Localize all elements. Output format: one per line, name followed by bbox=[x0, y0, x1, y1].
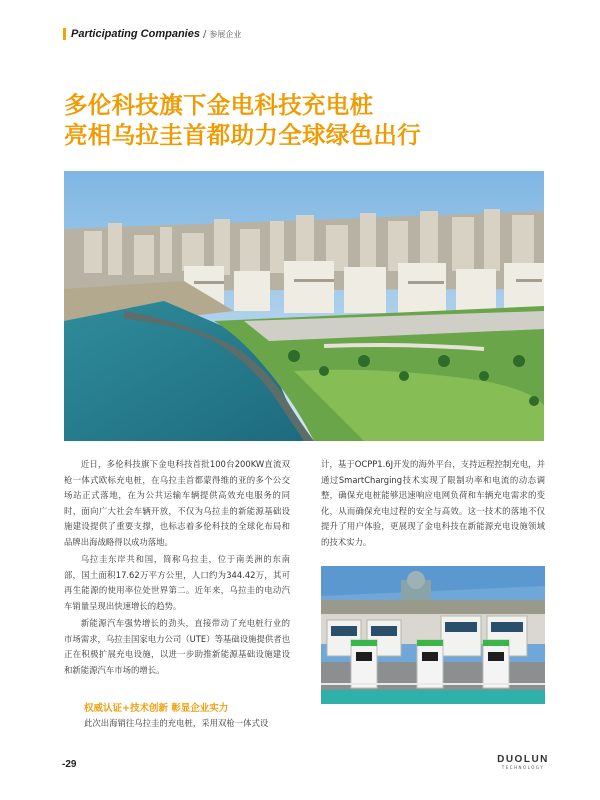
section-header-en: Participating Companies bbox=[71, 28, 200, 40]
text-column-left bbox=[64, 457, 290, 680]
paragraph-technology: 计，基于OCPP1.6J开发的海外平台，支持远程控制充电，并通过SmartCharging技术实现了限制功率和电流的动态调整，确保充电桩能够迅速响应电网负荷和车辆充电需求的变化，从而确保充电过程的安全与高效。这一技术的落地不仅提升了用户体验，更展现了金电科技在新能源充电设施领域的技术实力。 bbox=[321, 459, 545, 547]
hero-photo-city-aerial bbox=[64, 171, 544, 441]
city-aerial-illustration bbox=[64, 171, 544, 441]
text-column-right bbox=[321, 457, 545, 552]
paragraph-market: 新能源汽车强势增长的劲头，直接带动了充电桩行业的市场需求，乌拉圭国家电力公司（UTE）等基础设施提供者也正在积极扩展充电设施，以进一步助推新能源基础设施建设和新能源汽车市场的增长。 bbox=[64, 618, 290, 675]
page-number: -29 bbox=[62, 759, 77, 770]
charging-station-photo bbox=[321, 566, 545, 704]
section-header-bar bbox=[63, 28, 66, 40]
article-title-line1: 多伦科技旗下金电科技充电桩 bbox=[64, 91, 374, 119]
paragraph-intro: 近日，多伦科技旗下金电科技首批100台200KW直流双枪一体式欧标充电桩，在乌拉圭首都蒙得维的亚的多个公交场站正式落地，在为公共运输车辆提供高效充电服务的同时，面向广大社会车辆开放，不仅为乌拉圭的新能源基础设施建设提供了重要支撑，也标志着多伦科技的全球化布局和品牌出海战略得以成功落地。 bbox=[64, 459, 290, 547]
article-title bbox=[64, 90, 544, 150]
paragraph-product-start: 此次出海销往乌拉圭的充电桩，采用双枪一体式设 bbox=[84, 718, 269, 728]
section-header-separator: / bbox=[202, 28, 207, 40]
article-title-line2: 亮相乌拉圭首都助力全球绿色出行 bbox=[64, 121, 421, 149]
paragraph-uruguay: 乌拉圭东岸共和国，简称乌拉圭，位于南美洲的东南部，国土面积17.62万平方公里，人口约为344.42万，其可再生能源的使用率位处世界第二。近年来，乌拉圭的电动汽车销量呈现出快速增长的趋势。 bbox=[64, 554, 290, 611]
charging-station-illustration bbox=[321, 566, 545, 704]
logo-sub-text: TECHNOLOGY bbox=[501, 765, 545, 770]
section-header-cn: 参展企业 bbox=[209, 29, 242, 39]
logo-main-text: DUOLUN bbox=[497, 754, 549, 765]
subheading: 权威认证+技术创新 彰显企业实力 bbox=[84, 703, 229, 714]
section-header bbox=[63, 27, 241, 41]
duolun-logo bbox=[493, 754, 553, 770]
